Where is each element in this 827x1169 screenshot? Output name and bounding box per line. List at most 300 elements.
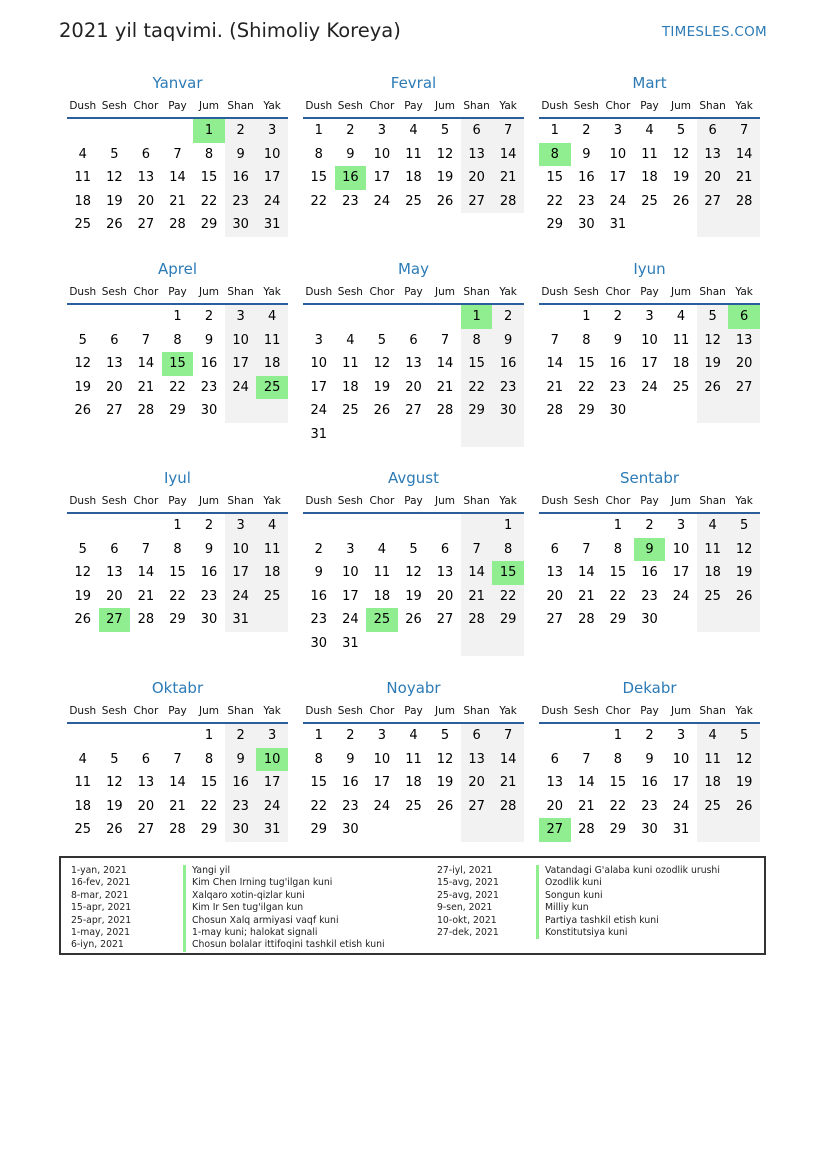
day-cell: 5 [440, 123, 450, 138]
day-cell: 26 [373, 403, 391, 419]
day-cell: 7 [582, 541, 591, 557]
weekday-label: Dush [541, 286, 569, 298]
day-cell: 8 [461, 329, 493, 353]
day-cell: 23 [200, 379, 218, 395]
day-cell: 28 [492, 190, 524, 214]
legend-holiday-date: 6-iyn, 2021 [71, 939, 124, 951]
day-cell: 23 [342, 798, 359, 814]
day-cell: 23 [310, 612, 328, 628]
weekday-label: Pay [404, 286, 423, 298]
weekday-label: Pay [168, 495, 187, 507]
legend-holiday-name: Chosun Xalq armiyasi vaqf kuni [183, 915, 385, 927]
weekday-label: Chor [605, 286, 631, 298]
day-cell: 19 [728, 561, 760, 585]
empty-cell [162, 119, 194, 143]
empty-cell [429, 423, 461, 447]
day-cell: 15 [310, 170, 328, 186]
day-cell: 27 [546, 612, 564, 628]
day-cell: 25 [342, 403, 359, 419]
day-cell: 9 [225, 143, 257, 167]
empty-cell [366, 305, 398, 329]
weekday-header [303, 282, 524, 305]
day-cell: 13 [697, 143, 729, 167]
day-cell: 9 [492, 329, 524, 353]
day-cell: 6 [550, 751, 559, 767]
day-cell: 14 [137, 565, 155, 581]
day-cell: 6 [461, 119, 493, 143]
legend-holiday-name: Vatandagi G'alaba kuni ozodlik urushi [536, 865, 720, 877]
day-cell: 9 [645, 751, 654, 767]
day-cell: 22 [310, 193, 328, 209]
weekday-header [67, 491, 288, 514]
empty-cell [697, 818, 729, 842]
weekday-label: Chor [605, 495, 631, 507]
day-cell: 18 [74, 193, 92, 209]
day-cell: 3 [225, 514, 257, 538]
week-row [539, 724, 760, 748]
day-cell: 31 [342, 635, 359, 651]
day-cell: 20 [546, 798, 564, 814]
weekday-label: Shan [699, 286, 726, 298]
empty-cell [665, 399, 697, 423]
day-cell: 21 [436, 379, 454, 395]
weekday-label: Sesh [101, 100, 127, 112]
day-cell: 8 [613, 541, 623, 557]
day-cell: 1 [314, 123, 323, 138]
week-row [303, 329, 524, 353]
day-cell: 9 [346, 751, 355, 767]
day-cell: 16 [609, 356, 627, 372]
day-cell: 23 [225, 190, 257, 214]
day-cell: 12 [697, 329, 729, 353]
day-cell: 28 [137, 612, 155, 628]
day-cell: 7 [582, 751, 591, 767]
day-cell: 3 [377, 123, 387, 138]
day-cell: 29 [578, 403, 595, 419]
day-cell: 23 [342, 193, 359, 209]
day-cell: 24 [672, 588, 690, 604]
day-cell: 30 [578, 217, 595, 233]
day-cell: 18 [697, 561, 729, 585]
day-cell: 20 [461, 771, 493, 795]
day-cell: 28 [578, 612, 595, 628]
weekday-label: Yak [499, 286, 517, 298]
day-cell: 28 [461, 608, 493, 632]
month-avgust [303, 465, 524, 656]
day-cell: 4 [78, 146, 87, 162]
empty-cell [728, 818, 760, 842]
day-cell: 2 [314, 541, 323, 557]
weekday-label: Yak [499, 495, 517, 507]
day-cell: 4 [676, 309, 686, 324]
empty-cell [335, 514, 367, 538]
legend-holiday-name: 1-may kuni; halokat signali [183, 927, 385, 939]
week-row [67, 771, 288, 795]
day-cell: 1 [173, 309, 182, 324]
day-cell: 2 [346, 123, 355, 138]
week-row [303, 119, 524, 143]
weekday-label: Shan [463, 705, 490, 717]
day-cell: 9 [314, 565, 323, 581]
holiday-day-cell: 8 [539, 143, 571, 167]
weekday-header [303, 96, 524, 119]
day-cell: 1 [204, 728, 214, 743]
day-cell: 7 [440, 332, 450, 348]
week-row [539, 329, 760, 353]
holiday-day-cell: 6 [728, 305, 760, 329]
day-cell: 20 [697, 166, 729, 190]
month-name: May [397, 260, 429, 278]
weekday-header [67, 96, 288, 119]
month-name: Iyul [164, 469, 191, 487]
week-row [539, 585, 760, 609]
weekday-label: Jum [199, 100, 220, 112]
weekday-label: Shan [463, 495, 490, 507]
empty-cell [697, 399, 729, 423]
weekday-label: Jum [671, 286, 692, 298]
day-cell: 8 [582, 332, 591, 348]
day-cell: 16 [200, 565, 218, 581]
legend-holiday-date: 10-okt, 2021 [437, 914, 497, 926]
legend-holiday-date: 27-dek, 2021 [437, 926, 499, 938]
day-cell: 6 [110, 541, 119, 557]
weekday-label: Yak [735, 495, 753, 507]
weekday-label: Pay [168, 286, 187, 298]
week-row [539, 190, 760, 214]
day-cell: 10 [225, 329, 257, 353]
day-cell: 12 [405, 565, 422, 581]
day-cell: 30 [641, 822, 658, 838]
day-cell: 19 [436, 775, 454, 791]
day-cell: 30 [310, 635, 328, 651]
day-cell: 20 [461, 166, 493, 190]
day-cell: 24 [373, 798, 391, 814]
weekday-label: Sesh [101, 705, 127, 717]
day-cell: 12 [436, 751, 454, 767]
day-cell: 18 [641, 170, 658, 186]
day-cell: 18 [405, 775, 422, 791]
weekday-header [539, 96, 760, 119]
day-cell: 3 [676, 518, 686, 533]
weekday-label: Pay [404, 100, 423, 112]
empty-cell [130, 724, 162, 748]
legend-names-right [536, 865, 720, 939]
day-cell: 17 [672, 775, 690, 791]
day-cell: 2 [492, 305, 524, 329]
day-cell: 15 [546, 170, 564, 186]
day-cell: 19 [728, 771, 760, 795]
weekday-header [539, 491, 760, 514]
day-cell: 2 [645, 518, 654, 533]
weekday-label: Sesh [337, 286, 363, 298]
day-cell: 2 [582, 123, 591, 138]
week-row [67, 213, 288, 237]
day-cell: 10 [342, 565, 359, 581]
weekday-header [539, 701, 760, 724]
day-cell: 13 [137, 775, 155, 791]
day-cell: 25 [74, 217, 92, 233]
day-cell: 13 [405, 356, 422, 372]
day-cell: 11 [74, 775, 92, 791]
holiday-day-cell: 15 [492, 561, 524, 585]
weekday-label: Shan [699, 100, 726, 112]
holiday-day-cell: 25 [366, 608, 398, 632]
week-row [303, 608, 524, 632]
day-cell: 9 [613, 332, 623, 348]
week-row [67, 818, 288, 842]
month-fevral [303, 70, 524, 213]
month-name: Sentabr [619, 469, 680, 487]
day-cell: 25 [641, 193, 658, 209]
day-cell: 14 [492, 143, 524, 167]
day-cell: 20 [546, 588, 564, 604]
day-cell: 3 [676, 728, 686, 743]
day-cell: 19 [74, 379, 92, 395]
day-cell: 10 [310, 356, 328, 372]
brand-link[interactable]: TIMESLES.COM [661, 24, 767, 40]
day-cell: 15 [169, 565, 186, 581]
week-row [303, 190, 524, 214]
day-cell: 5 [78, 541, 87, 557]
month-noyabr [303, 675, 524, 842]
week-row [539, 608, 760, 632]
day-cell: 22 [461, 376, 493, 400]
day-cell: 5 [377, 332, 387, 348]
month-name: Iyun [633, 260, 666, 278]
day-cell: 15 [578, 356, 595, 372]
day-cell: 31 [310, 426, 328, 442]
weekday-label: Sesh [573, 100, 599, 112]
week-row [539, 376, 760, 400]
day-cell: 14 [546, 356, 564, 372]
day-cell: 21 [578, 588, 595, 604]
day-cell: 28 [728, 190, 760, 214]
weekday-label: Pay [640, 100, 659, 112]
week-row [539, 213, 760, 237]
weekday-label: Yak [499, 705, 517, 717]
weekday-label: Dush [541, 495, 569, 507]
day-cell: 23 [641, 588, 658, 604]
week-row [303, 632, 524, 656]
day-cell: 26 [74, 403, 92, 419]
month-name: Mart [632, 74, 667, 92]
day-cell: 21 [578, 798, 595, 814]
week-row [303, 143, 524, 167]
legend-holiday-date: 25-avg, 2021 [437, 889, 499, 901]
day-cell: 11 [256, 329, 288, 353]
day-cell: 12 [672, 146, 690, 162]
day-cell: 22 [200, 193, 218, 209]
week-row [67, 724, 288, 748]
week-row [67, 748, 288, 772]
week-row [539, 305, 760, 329]
week-row [67, 352, 288, 376]
day-cell: 21 [492, 771, 524, 795]
day-cell: 22 [492, 585, 524, 609]
day-cell: 6 [697, 119, 729, 143]
week-row [539, 561, 760, 585]
day-cell: 30 [200, 403, 218, 419]
weekday-label: Chor [369, 495, 395, 507]
day-cell: 13 [436, 565, 454, 581]
weekday-label: Dush [305, 495, 333, 507]
day-cell: 29 [310, 822, 328, 838]
day-cell: 22 [169, 588, 186, 604]
month-name: Oktabr [151, 679, 204, 697]
weekday-label: Sesh [337, 495, 363, 507]
legend-holiday-name: Ozodlik kuni [536, 877, 720, 889]
legend-holiday-name: Konstitutsiya kuni [536, 927, 720, 939]
day-cell: 16 [641, 565, 658, 581]
day-cell: 7 [492, 724, 524, 748]
day-cell: 29 [169, 612, 186, 628]
empty-cell [398, 514, 430, 538]
day-cell: 8 [492, 538, 524, 562]
day-cell: 28 [578, 822, 595, 838]
holiday-day-cell: 16 [335, 166, 367, 190]
day-cell: 12 [373, 356, 391, 372]
day-cell: 20 [436, 588, 454, 604]
day-cell: 28 [169, 217, 186, 233]
day-cell: 21 [492, 166, 524, 190]
holiday-day-cell: 1 [193, 119, 225, 143]
day-cell: 24 [310, 403, 328, 419]
week-row [303, 771, 524, 795]
weekday-label: Jum [671, 495, 692, 507]
day-cell: 11 [697, 748, 729, 772]
weekday-label: Chor [369, 705, 395, 717]
legend-dates-left [71, 865, 131, 952]
week-row [539, 399, 760, 423]
day-cell: 19 [697, 352, 729, 376]
day-cell: 27 [137, 822, 155, 838]
weekday-label: Yak [263, 705, 281, 717]
weekday-header [539, 282, 760, 305]
day-cell: 23 [200, 588, 218, 604]
day-cell: 15 [310, 775, 328, 791]
day-cell: 22 [169, 379, 186, 395]
day-cell: 20 [405, 379, 422, 395]
day-cell: 23 [609, 379, 627, 395]
legend-holiday-date: 1-yan, 2021 [71, 865, 127, 876]
day-cell: 24 [256, 795, 288, 819]
day-cell: 4 [346, 332, 355, 348]
empty-cell [67, 724, 99, 748]
day-cell: 13 [106, 356, 123, 372]
day-cell: 19 [436, 170, 454, 186]
day-cell: 17 [225, 352, 257, 376]
legend-dates-right [437, 865, 499, 939]
day-cell: 27 [106, 403, 123, 419]
day-cell: 17 [256, 771, 288, 795]
legend-holiday-name: Yangi yil [183, 865, 385, 877]
day-cell: 28 [546, 403, 564, 419]
day-cell: 21 [137, 588, 155, 604]
week-row [303, 423, 524, 447]
day-cell: 11 [342, 356, 359, 372]
day-cell: 2 [225, 119, 257, 143]
month-oktabr [67, 675, 288, 842]
day-cell: 12 [74, 565, 92, 581]
weekday-label: Sesh [101, 286, 127, 298]
empty-cell [429, 818, 461, 842]
empty-cell [99, 119, 131, 143]
empty-cell [67, 514, 99, 538]
day-cell: 14 [169, 775, 186, 791]
day-cell: 2 [204, 518, 214, 533]
weekday-label: Sesh [573, 286, 599, 298]
week-row [67, 608, 288, 632]
holiday-day-cell: 25 [256, 376, 288, 400]
weekday-label: Sesh [573, 495, 599, 507]
weekday-label: Sesh [337, 705, 363, 717]
empty-cell [634, 399, 666, 423]
week-row [303, 538, 524, 562]
empty-cell [634, 213, 666, 237]
day-cell: 6 [440, 541, 450, 557]
empty-cell [256, 608, 288, 632]
weekday-label: Jum [435, 495, 456, 507]
legend-holiday-name: Songun kuni [536, 890, 720, 902]
empty-cell [225, 399, 257, 423]
week-row [303, 795, 524, 819]
week-row [67, 143, 288, 167]
week-row [67, 399, 288, 423]
weekday-label: Dush [69, 286, 97, 298]
month-name: Avgust [388, 469, 439, 487]
day-cell: 25 [405, 193, 422, 209]
empty-cell [366, 818, 398, 842]
day-cell: 13 [546, 565, 564, 581]
empty-cell [665, 608, 697, 632]
legend-holiday-name: Xalqaro xotin-qizlar kuni [183, 890, 385, 902]
day-cell: 30 [609, 403, 627, 419]
month-name: Aprel [157, 260, 198, 278]
day-cell: 27 [137, 217, 155, 233]
day-cell: 16 [578, 170, 595, 186]
week-row [67, 795, 288, 819]
day-cell: 12 [728, 538, 760, 562]
weekday-label: Dush [305, 705, 333, 717]
weekday-label: Yak [499, 100, 517, 112]
week-row [539, 771, 760, 795]
day-cell: 10 [373, 751, 391, 767]
day-cell: 15 [461, 352, 493, 376]
week-row [67, 305, 288, 329]
day-cell: 13 [106, 565, 123, 581]
day-cell: 7 [173, 146, 182, 162]
day-cell: 26 [728, 795, 760, 819]
weekday-label: Dush [69, 705, 97, 717]
empty-cell [99, 514, 131, 538]
day-cell: 7 [728, 119, 760, 143]
holiday-day-cell: 27 [539, 818, 571, 842]
empty-cell [130, 119, 162, 143]
empty-cell [256, 399, 288, 423]
day-cell: 6 [141, 751, 151, 767]
empty-cell [461, 632, 493, 656]
weekday-label: Chor [133, 705, 159, 717]
day-cell: 8 [314, 146, 323, 162]
week-row [303, 514, 524, 538]
day-cell: 16 [310, 588, 328, 604]
day-cell: 29 [200, 217, 218, 233]
weekday-label: Dush [69, 100, 97, 112]
weekday-header [67, 701, 288, 724]
day-cell: 19 [106, 798, 123, 814]
empty-cell [429, 305, 461, 329]
day-cell: 26 [106, 822, 123, 838]
